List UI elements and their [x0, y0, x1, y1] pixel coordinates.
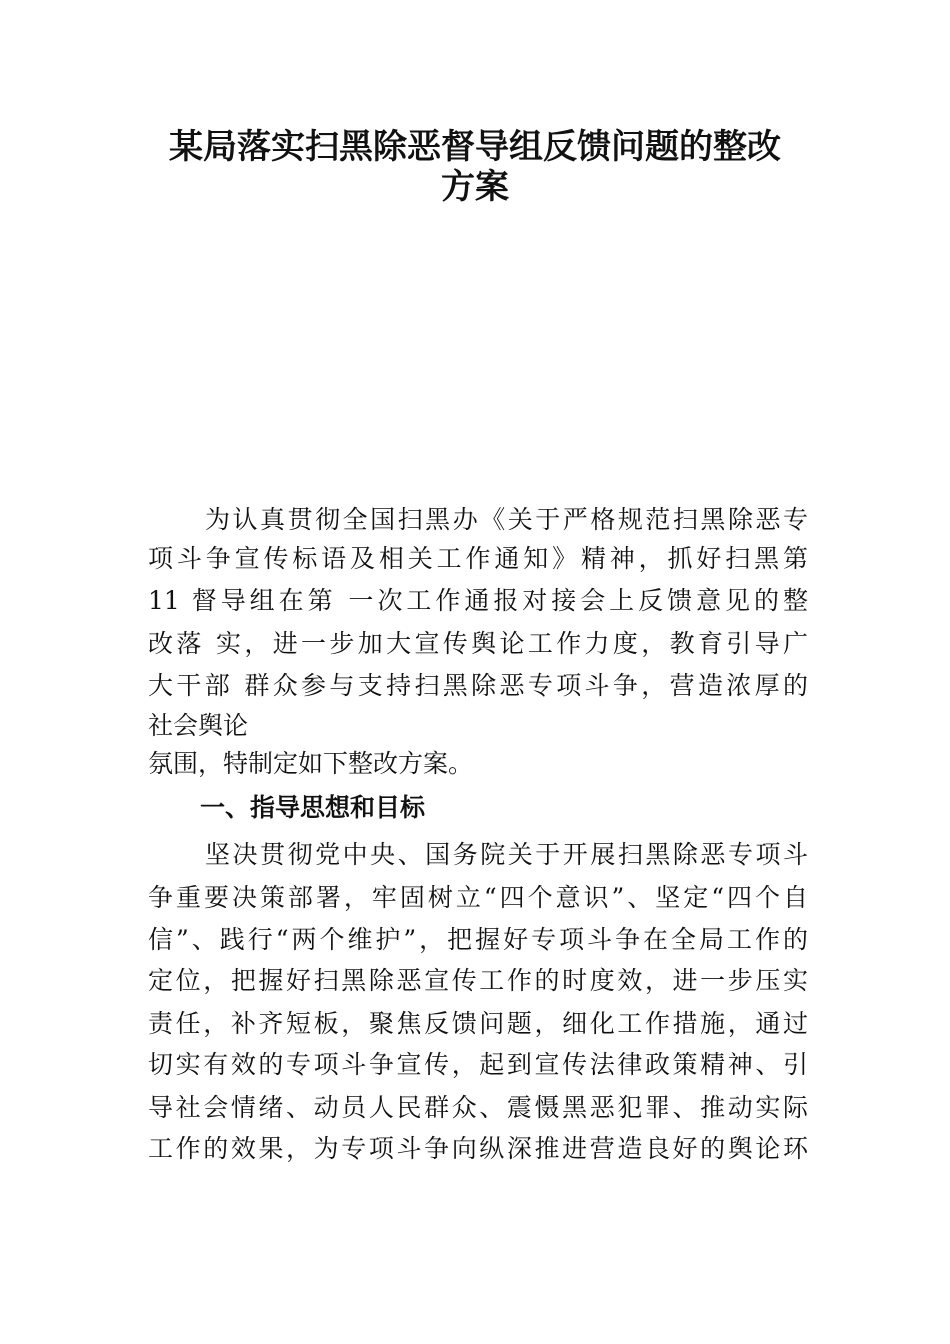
section1-line-3: 信”、践行“两个维护”，把握好专项斗争在全局工作的	[148, 925, 808, 954]
section1-line-8: 工作的效果，为专项斗争向纵深推进营造良好的舆论环	[148, 1134, 808, 1163]
section1-line-4: 定位，把握好扫黑除恶宣传工作的时度效，进一步压实	[148, 966, 808, 995]
document-title-line-1: 某局落实扫黑除恶督导组反馈问题的整改	[169, 127, 781, 167]
intro-line-2: 项斗争宣传标语及相关工作通知》精神，抓好扫黑第	[148, 544, 808, 573]
intro-line-5: 大干部 群众参与支持扫黑除恶专项斗争，营造浓厚的	[148, 671, 808, 700]
intro-line-7: 氛围，特制定如下整改方案。	[148, 749, 474, 778]
section1-line-5: 责任，补齐短板，聚焦反馈问题，细化工作措施，通过	[148, 1009, 808, 1038]
section-heading-1: 一、指导思想和目标	[200, 793, 426, 822]
intro-line-3: 11 督导组在第 一次工作通报对接会上反馈意见的整	[148, 586, 808, 615]
intro-line-1: 为认真贯彻全国扫黑办《关于严格规范扫黑除恶专	[205, 505, 808, 534]
intro-line-4: 改落 实，进一步加大宣传舆论工作力度，教育引导广	[148, 629, 808, 658]
document-title-line-2: 方案	[441, 167, 509, 207]
section1-line-2: 争重要决策部署，牢固树立“四个意识”、坚定“四个自	[148, 883, 808, 912]
section1-line-1: 坚决贯彻党中央、国务院关于开展扫黑除恶专项斗	[205, 840, 808, 869]
section1-line-7: 导社会情绪、动员人民群众、震慑黑恶犯罪、推动实际	[148, 1093, 808, 1122]
intro-line-6: 社会舆论	[148, 711, 249, 740]
section1-line-6: 切实有效的专项斗争宣传，起到宣传法律政策精神、引	[148, 1050, 808, 1079]
